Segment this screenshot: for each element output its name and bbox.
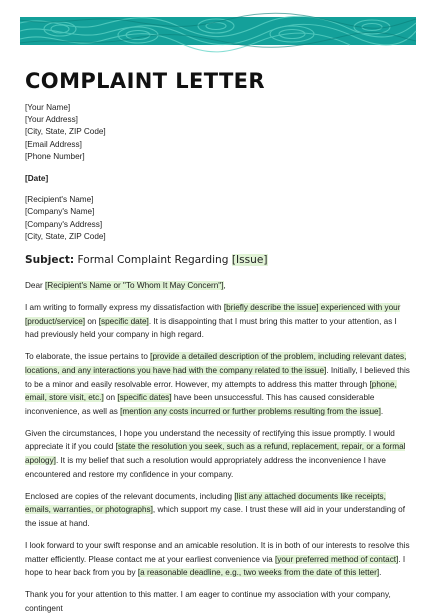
recipient-city: [City, State, ZIP Code] [25,231,106,241]
p1-text: on [85,316,99,326]
p2-placeholder: [specific dates] [117,393,172,403]
page-title: COMPLAINT LETTER [25,69,265,93]
sender-name: [Your Name] [25,103,71,112]
recipient-address: [Company's Address] [25,219,103,229]
p2-text: . Initially, I believed this to be a minor and easily resolvable error. However, my attempts to address this matter through [25,366,410,389]
recipient-name: [Recipient's Name] [25,195,94,205]
p5-text: I look forward to your swift response and an amicable resolution. It is in both of our interests to resolve this matter efficiently. Please contact me at your earliest convenience via [25,541,410,564]
subject-placeholder: [Issue] [231,254,268,267]
p4-text: , which support my case. I trust these will aid in your understanding of the issue at hand. [25,505,406,528]
paragraph-4 [25,490,411,531]
p2-text: have been unsuccessful. This has caused considerable inconvenience, as well as [25,393,375,416]
recipient-block [25,194,411,243]
sender-block [25,102,411,163]
p2-placeholder: [phone, email, store visit, etc.] [25,379,397,403]
subject-line [25,253,411,267]
p2-text: . [380,406,384,416]
p3-text: . It is my belief that such a resolution would appropriately address the inconvenience I have encountered and restore my confidence in your company. [25,456,386,479]
sender-address: [Your Address] [25,115,78,125]
topographic-pattern [20,17,416,45]
letter-content [25,68,411,616]
p2-text: To elaborate, the issue pertains to [25,352,151,362]
subject-text: Formal Complaint Regarding [77,254,232,267]
p5-placeholder: [your preferred method of contact] [275,554,399,564]
paragraph-1 [25,301,411,342]
p2-placeholder: [mention any costs incurred or further problems resulting from the issue] [120,406,381,416]
paragraph-5 [25,539,411,580]
greeting-prefix: Dear [25,281,46,291]
sender-phone: [Phone Number] [25,151,85,161]
p1-placeholder: [specific date] [98,316,149,326]
sender-email: [Email Address] [25,139,82,149]
p5-placeholder: [a reasonable deadline, e.g., two weeks from the date of this letter] [137,568,380,578]
subject-label: Subject: [25,254,75,267]
p1-text: I am writing to formally express my dissatisfaction with [25,303,224,313]
p4-placeholder: [list any attached documents like receipts, emails, warranties, or photographs] [25,491,386,515]
sender-city: [City, State, ZIP Code] [25,127,106,137]
p6-text: Thank you for your attention to this matter. I am eager to continue my association with your company, contingent [25,590,391,613]
p2-placeholder: [provide a detailed description of the problem, including relevant dates, locations, and any interactions you have had with the company related to the issue] [25,352,407,375]
p3-placeholder: [state the resolution you seek, such as a refund, replacement, repair, or a formal apology] [25,442,406,466]
paragraph-3 [25,427,411,481]
greeting-placeholder: [Recipient's Name or "To Whom It May Concern"] [45,281,224,291]
p5-text: . I hope to hear back from you by [25,554,406,578]
p5-text: . [379,568,382,578]
p2-text: on [103,393,118,403]
p1-placeholder: [briefly describe the issue] experienced with your [product/service] [25,303,401,326]
paragraph-2 [25,350,411,418]
letter-date: [Date] [25,174,49,184]
decorative-banner [20,17,416,45]
greeting [25,279,411,293]
p1-text: . It is disappointing that I must bring this matter to your attention, as I had previously held your company in high regard. [25,316,397,340]
recipient-company: [Company's Name] [25,207,95,217]
p3-text: Given the circumstances, I hope you understand the necessity of rectifying this issue promptly. I would appreciate it if you could [25,428,395,452]
p4-text: Enclosed are copies of the relevant documents, including [25,491,235,501]
greeting-suffix: , [223,281,226,291]
paragraph-6 [25,588,411,615]
